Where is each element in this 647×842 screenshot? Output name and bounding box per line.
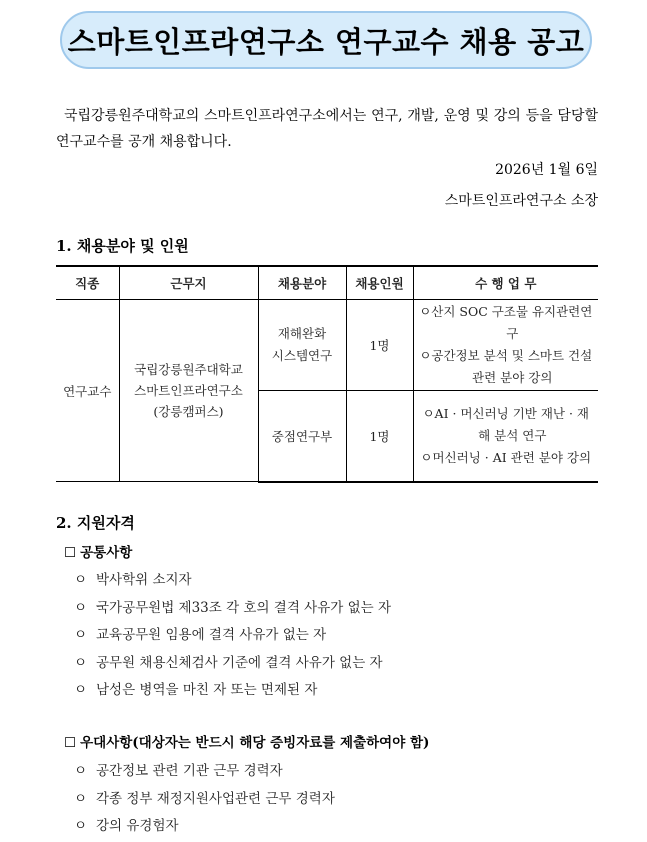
workplace-line: 국립강릉원주대학교 bbox=[134, 362, 243, 377]
circle-bullet-icon: ㅇ bbox=[74, 627, 88, 643]
recruitment-table bbox=[56, 265, 598, 483]
circle-bullet-icon: ㅇ bbox=[74, 790, 88, 807]
table-row bbox=[56, 300, 598, 391]
list-item bbox=[74, 568, 391, 596]
list-item-text: 국가공무원법 제33조 각 호의 결격 사유가 없는 자 bbox=[96, 599, 391, 616]
header-job-type: 직종 bbox=[56, 266, 119, 300]
duty-item: ㅇAI · 머신러닝 기반 재난 · 재해 분석 연구 bbox=[422, 405, 589, 443]
circle-bullet-icon: ㅇ bbox=[74, 654, 88, 671]
checkbox-square-icon: ☐ bbox=[64, 735, 77, 751]
section-1-title: 1. 채용분야 및 인원 bbox=[56, 237, 189, 255]
count-cell: 1명 bbox=[346, 300, 413, 391]
list-item bbox=[74, 678, 391, 706]
preferred-requirements-title bbox=[64, 731, 429, 751]
circle-bullet-icon: ㅇ bbox=[74, 818, 88, 834]
list-item bbox=[74, 651, 391, 679]
count-cell: 1명 bbox=[346, 391, 413, 482]
list-item-text: 각종 정부 재정지원사업관련 근무 경력자 bbox=[96, 790, 335, 807]
field-line: 재해완화 bbox=[277, 326, 327, 341]
circle-bullet-icon: ㅇ bbox=[74, 599, 88, 616]
title-banner bbox=[60, 11, 592, 69]
circle-bullet-icon: ㅇ bbox=[74, 682, 88, 698]
duty-item: ㅇ산지 SOC 구조물 유지관련연구 bbox=[419, 304, 593, 341]
duties-cell bbox=[413, 300, 598, 391]
table-header-row bbox=[56, 266, 598, 300]
field-line: 시스템연구 bbox=[271, 348, 333, 363]
duty-item: ㅇ머신러닝 · AI 관련 분야 강의 bbox=[420, 449, 592, 465]
circle-bullet-icon: ㅇ bbox=[74, 763, 88, 779]
workplace-cell bbox=[119, 300, 258, 482]
section-2-title: 2. 지원자격 bbox=[56, 514, 135, 532]
circle-bullet-icon: ㅇ bbox=[74, 572, 88, 588]
header-duties: 수 행 업 무 bbox=[413, 266, 598, 300]
preferred-requirements-list bbox=[74, 759, 335, 842]
list-item-text: 교육공무원 임용에 결격 사유가 없는 자 bbox=[96, 627, 327, 643]
list-item-text: 공간정보 관련 기관 근무 경력자 bbox=[96, 763, 283, 779]
common-requirements-title bbox=[64, 541, 132, 561]
list-item-text: 강의 유경험자 bbox=[96, 818, 179, 834]
list-item-text: 공무원 채용신체검사 기준에 결격 사유가 없는 자 bbox=[96, 654, 383, 671]
page-title: 스마트인프라연구소 연구교수 채용 공고 bbox=[67, 24, 585, 59]
header-count: 채용인원 bbox=[346, 266, 413, 300]
preferred-requirements-label: 우대사항(대상자는 반드시 해당 증빙자료를 제출하여야 함) bbox=[80, 735, 430, 751]
list-item bbox=[74, 596, 391, 624]
intro-paragraph: 국립강릉원주대학교의 스마트인프라연구소에서는 연구, 개발, 운영 및 강의 등을 담당할 연구교수를 공개 채용합니다. bbox=[56, 108, 598, 150]
workplace-line: (강릉캠퍼스) bbox=[153, 404, 224, 419]
checkbox-square-icon: ☐ bbox=[64, 545, 77, 561]
common-requirements-label: 공통사항 bbox=[80, 545, 133, 561]
signature: 스마트인프라연구소 소장 bbox=[444, 193, 598, 209]
header-field: 채용분야 bbox=[258, 266, 346, 300]
duty-item: ㅇ공간정보 분석 및 스마트 건설 관련 분야 강의 bbox=[419, 348, 593, 385]
workplace-line: 스마트인프라연구소 bbox=[134, 383, 243, 398]
field-cell bbox=[258, 300, 346, 391]
list-item bbox=[74, 814, 335, 842]
duties-cell bbox=[413, 391, 598, 482]
job-type-cell: 연구교수 bbox=[56, 300, 119, 482]
common-requirements-list bbox=[74, 568, 391, 706]
field-cell: 중점연구부 bbox=[258, 391, 346, 482]
announcement-date: 2026년 1월 6일 bbox=[495, 162, 598, 178]
list-item bbox=[74, 787, 335, 815]
list-item bbox=[74, 623, 391, 651]
list-item-text: 남성은 병역을 마친 자 또는 면제된 자 bbox=[96, 682, 318, 698]
header-workplace: 근무지 bbox=[119, 266, 258, 300]
list-item-text: 박사학위 소지자 bbox=[96, 572, 192, 588]
list-item bbox=[74, 759, 335, 787]
